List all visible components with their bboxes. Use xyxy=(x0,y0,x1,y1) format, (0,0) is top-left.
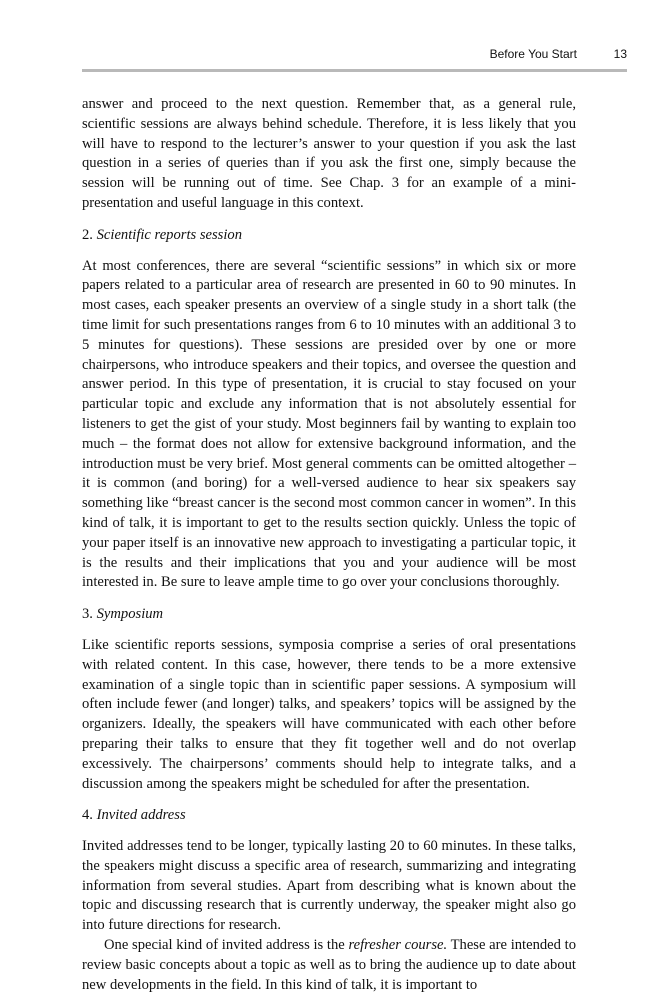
refresher-course-term: refresher course. xyxy=(348,937,448,954)
refresher-text-before: One special kind of invited address is the xyxy=(104,937,349,954)
body-text xyxy=(82,95,576,995)
section-title: Invited address xyxy=(96,807,186,824)
invited-address-paragraph: Invited addresses tend to be longer, typically lasting 20 to 60 minutes. In these talks, the speakers might discuss a specific area of research, summarizing and integrating information from several studies. Apart from describing what is known about the topic and discussing research that is currently underway, the speaker might also go into future directions for research. xyxy=(82,838,576,934)
page-number: 13 xyxy=(613,47,627,61)
refresher-text-after: These are intended to review basic concepts about a topic as well as to bring the audience up to date about new developments in the field. In this kind of talk, it is important to xyxy=(82,937,577,993)
running-title: Before You Start xyxy=(489,47,577,61)
section-title: Scientific reports session xyxy=(96,226,242,243)
section-heading-scientific-reports xyxy=(82,226,576,246)
section-number: 4. xyxy=(82,807,93,824)
section-heading-invited-address xyxy=(82,806,576,826)
section-heading-symposium xyxy=(82,605,576,625)
intro-paragraph: answer and proceed to the next question. Remember that, as a general rule, scientific sessions are always behind schedule. Therefore, it is less likely that you will have to respond to the lecturer’s answer to your question if you ask the last question in a series of queries than if you ask the first one, simply because the session will be running out of time. See Chap. 3 for an example of a mini-presentation and useful language in this context. xyxy=(82,96,576,211)
section-title: Symposium xyxy=(96,606,164,623)
scientific-reports-paragraph: At most conferences, there are several “scientific sessions” in which six or more papers related to a particular area of research are presented in 60 to 90 minutes. In most cases, each speaker presents an overview of a single study in a short talk (the time limit for such presentations ranges from 6 to 10 minutes with an additional 3 to 5 minutes for questions). These sessions are presided over by one or more chairpersons, who introduce speakers and their topics, and oversee the question and answer period. In this type of presentation, it is crucial to stay focused on your particular topic and exclude any information that is not absolutely essential for listeners to get the gist of your study. Most beginners fail by wanting to explain too much – the format does not allow for extensive background information, and the introduction must be very brief. Most general comments can be omitted altogether – it is common (and boring) for a well-versed audience to hear six speakers say something like “breast cancer is the second most common cancer in women”. In this kind of talk, it is important to get to the results section quickly. Unless the topic of your paper itself is an innovative new approach to investigating a particular topic, it is the results and their implications that you and your audience will be most interested in. Be sure to leave ample time to go over your conclusions thoroughly. xyxy=(82,257,576,591)
symposium-paragraph: Like scientific reports sessions, symposia comprise a series of oral presentations with related content. In this case, however, there tends to be a more extensive examination of a single topic than in scientific paper sessions. A symposium will often include fewer (and longer) talks, and speakers’ topics will be assigned by the organizers. Ideally, the speakers will have communicated with each other before preparing their talks to ensure that they fit together well and do not overlap excessively. The chairpersons’ comments should help to integrate talks, and a discussion among the speakers might be scheduled for after the presentation. xyxy=(82,636,576,792)
header-rule xyxy=(82,69,627,72)
section-number: 2. xyxy=(82,226,93,243)
refresher-course-paragraph xyxy=(82,936,576,995)
section-number: 3. xyxy=(82,606,93,623)
running-head xyxy=(82,47,627,67)
